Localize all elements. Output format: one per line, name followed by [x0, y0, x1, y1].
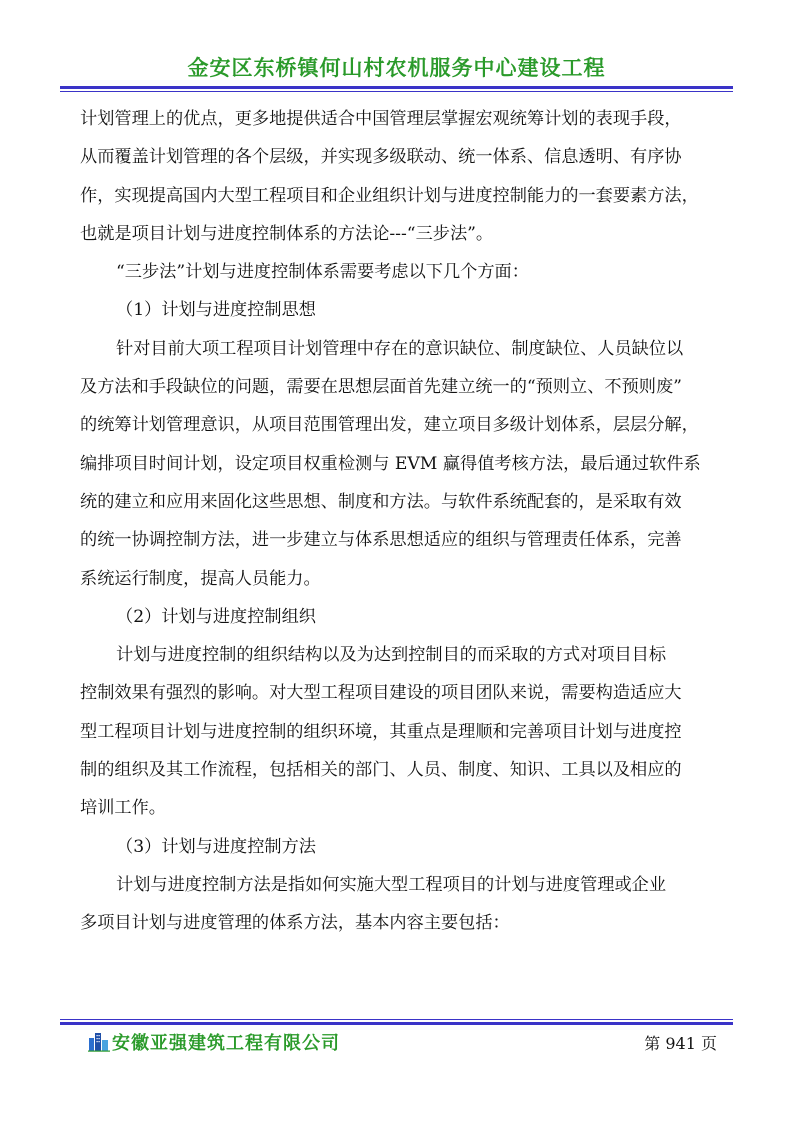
footer-rule	[60, 1022, 733, 1025]
footer-company: 安徽亚强建筑工程有限公司	[112, 1033, 340, 1054]
page-number: 第 941 页	[644, 1034, 717, 1053]
header-rule-thin	[60, 91, 733, 92]
building-logo-icon	[88, 1030, 110, 1052]
footer-rule-thin	[60, 1019, 733, 1020]
section-heading: （3）计划与进度控制方法	[116, 836, 316, 857]
text-line: 针对目前大项工程项目计划管理中存在的意识缺位、制度缺位、人员缺位以	[116, 338, 684, 359]
text-line: 培训工作。	[80, 798, 166, 819]
text-line: 计划与进度控制方法是指如何实施大型工程项目的计划与进度管理或企业	[116, 874, 667, 895]
text-line: 的统筹计划管理意识，从项目范围管理出发，建立项目多级计划体系，层层分解，	[80, 415, 699, 436]
header-rule	[60, 86, 733, 89]
text-line: 的统一协调控制方法，进一步建立与体系思想适应的组织与管理责任体系，完善	[80, 530, 682, 551]
text-line: 也就是项目计划与进度控制体系的方法论---“三步法”。	[80, 223, 494, 244]
section-heading: （2）计划与进度控制组织	[116, 606, 316, 627]
text-line: 统的建立和应用来固化这些思想、制度和方法。与软件系统配套的，是采取有效	[80, 491, 682, 512]
text-line: 控制效果有强烈的影响。对大型工程项目建设的项目团队来说，需要构造适应大	[80, 683, 682, 704]
paragraph-intro: “三步法”计划与进度控制体系需要考虑以下几个方面：	[116, 262, 529, 283]
text-line: 系统运行制度，提高人员能力。	[80, 568, 321, 589]
text-line: 从而覆盖计划管理的各个层级，并实现多级联动、统一体系、信息透明、有序协	[80, 147, 682, 168]
text-line: 计划管理上的优点，更多地提供适合中国管理层掌握宏观统筹计划的表现手段，	[80, 109, 682, 129]
text-line: 及方法和手段缺位的问题，需要在思想层面首先建立统一的“预则立、不预则废”	[80, 377, 682, 398]
document-body	[80, 100, 720, 943]
text-line: 制的组织及其工作流程，包括相关的部门、人员、制度、知识、工具以及相应的	[80, 760, 682, 781]
text-line: 作，实现提高国内大型工程项目和企业组织计划与进度控制能力的一套要素方法，	[80, 185, 699, 206]
header-title: 金安区东桥镇何山村农机服务中心建设工程	[187, 56, 606, 80]
text-line: 计划与进度控制的组织结构以及为达到控制目的而采取的方式对项目目标	[116, 645, 667, 666]
section-heading: （1）计划与进度控制思想	[116, 300, 316, 321]
text-line: 型工程项目计划与进度控制的组织环境，其重点是理顺和完善项目计划与进度控	[80, 721, 682, 742]
text-line: 编排项目时间计划，设定项目权重检测与 EVM 赢得值考核方法，最后通过软件系	[80, 453, 701, 474]
text-line: 多项目计划与进度管理的体系方法，基本内容主要包括：	[80, 913, 510, 934]
